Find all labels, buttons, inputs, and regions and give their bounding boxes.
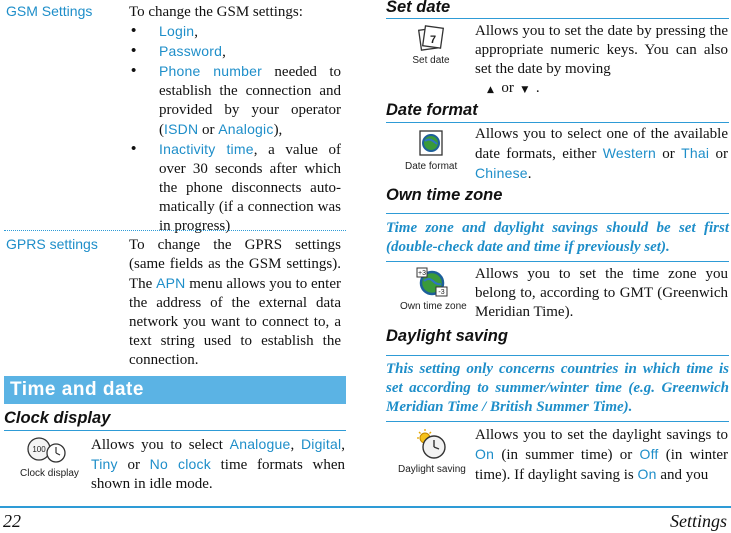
isdn-keyword: ISDN: [164, 121, 199, 137]
western-keyword: Western: [602, 145, 656, 161]
daylight-saving-icon: [414, 428, 448, 460]
own-time-zone-heading: Own time zone: [386, 186, 503, 204]
divider: [386, 213, 729, 214]
gprs-settings-body: To change the GPRS settings (same fields as the GSM settings). The APN menu allows you to enter the address of the external data network you want to connect to, a text string used to establish the connection.: [129, 237, 341, 368]
own-time-zone-body: Allows you to set the time zone you belong to, according to GMT (Greenwich Meridian Time).: [475, 266, 728, 320]
set-date-heading: Set date: [386, 0, 451, 16]
svg-text:+3: +3: [418, 270, 426, 277]
time-zone-note: Time zone and daylight savings should be set first (double-check date and time if previously set).: [386, 220, 729, 255]
svg-text:100: 100: [32, 445, 46, 454]
on-keyword: On: [475, 446, 495, 462]
digital-keyword: Digital: [300, 436, 342, 452]
divider: [386, 421, 729, 422]
footer-section-title: Settings: [670, 511, 727, 531]
list-item: • Phone number needed to establish the connection and provided by your operator (ISDN or Analogic),: [129, 62, 341, 140]
section-bar: [4, 376, 346, 404]
clock-display-body: Allows you to select Analogue, Digital, Tiny or No clock time formats when shown in idle mode.: [91, 436, 346, 492]
clock-display-heading: Clock display: [4, 409, 111, 427]
daylight-saving-heading: Daylight saving: [386, 327, 508, 345]
svg-text:-3: -3: [438, 289, 445, 296]
phone-number-keyword: Phone number: [159, 63, 262, 79]
date-format-heading: Date format: [386, 101, 478, 119]
divider: [4, 430, 346, 431]
login-keyword: Login: [159, 23, 195, 39]
off-keyword: Off: [639, 446, 659, 462]
own-time-zone-icon: [416, 266, 448, 298]
chinese-keyword: Chinese: [475, 165, 528, 181]
no-clock-keyword: No clock: [149, 456, 211, 472]
apn-keyword: APN: [156, 275, 186, 291]
list-item: • Inactivity time, a value of over 30 seconds after which the phone disconnects auto-matically (if a connection was in progress): [129, 140, 341, 236]
down-arrow-icon: ▼: [521, 85, 529, 95]
tiny-keyword: Tiny: [91, 456, 118, 472]
clock-display-icon-label: Clock display: [20, 468, 79, 479]
daylight-saving-note: This setting only concerns countries in which time is set according to summer/winter time (e.g. Greenwich Meridian Time / British Summer Time).: [386, 361, 729, 415]
page-number: 22: [3, 511, 21, 531]
gsm-intro: To change the GSM settings:: [129, 4, 303, 20]
analogue-keyword: Analogue: [229, 436, 291, 452]
set-date-icon-label: Set date: [412, 55, 450, 66]
date-format-icon-label: Date format: [405, 161, 458, 172]
svg-text:7: 7: [429, 34, 437, 46]
thai-keyword: Thai: [681, 145, 710, 161]
set-date-icon: [416, 25, 446, 53]
list-item: • Password,: [129, 42, 341, 62]
divider: [4, 230, 346, 231]
analogic-keyword: Analogic: [218, 121, 274, 137]
daylight-saving-icon-label: Daylight saving: [398, 464, 466, 475]
divider: [386, 18, 729, 19]
divider: [386, 122, 729, 123]
divider: [386, 355, 729, 356]
clock-display-icon: [22, 436, 72, 466]
set-date-body: Allows you to set the date by pressing the appropriate numeric keys. You can also set the date by moving ▲ or ▼ .: [475, 23, 728, 96]
up-arrow-icon: ▲: [487, 85, 494, 95]
gsm-list: [129, 22, 341, 236]
on-keyword: On: [637, 466, 657, 482]
inactivity-time-keyword: Inactivity time: [159, 141, 254, 157]
section-title: Time and date: [10, 379, 144, 400]
gsm-settings-body: [129, 3, 341, 236]
date-format-body: Allows you to select one of the available date formats, either Western or Thai or Chinese.: [475, 126, 728, 182]
daylight-saving-body: Allows you to set the daylight savings to On (in summer time) or Off (in winter time). If daylight saving is On and you: [475, 427, 729, 483]
footer-rule: [0, 506, 731, 508]
gsm-settings-label: GSM Settings: [6, 3, 93, 19]
date-format-icon: [417, 128, 445, 158]
list-item: • Login,: [129, 22, 341, 42]
gprs-settings-label: GPRS settings: [6, 236, 98, 252]
divider: [386, 261, 729, 262]
own-time-zone-icon-label: Own time zone: [400, 301, 467, 312]
password-keyword: Password: [159, 43, 223, 59]
